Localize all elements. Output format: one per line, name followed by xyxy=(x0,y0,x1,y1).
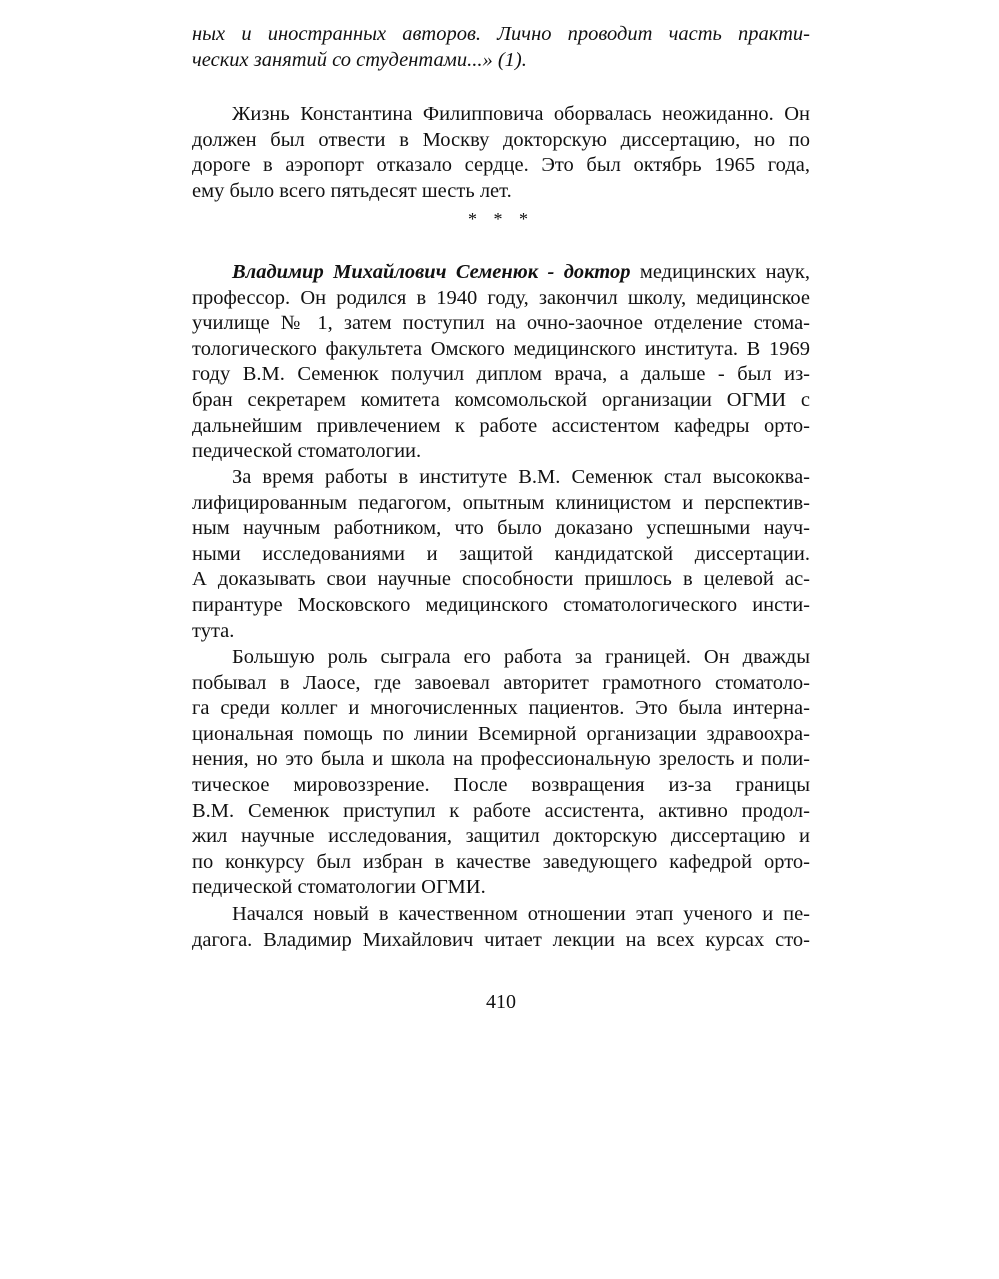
text-line: А доказывать свои научные способности пришлось в целевой ас- xyxy=(192,568,810,591)
section-separator: * * * xyxy=(468,209,534,229)
text-line: тута. xyxy=(192,619,235,642)
paragraph-semenyuk-intro xyxy=(192,260,810,465)
lead-continuation: медицинских наук, xyxy=(630,261,810,283)
text-line: нения, но это была и школа на профессиональную зрелость и поли- xyxy=(192,748,810,771)
text-line: педической стоматологии ОГМИ. xyxy=(192,876,486,899)
page-number: 410 xyxy=(486,991,516,1013)
text-line: ему было всего пятьдесят шесть лет. xyxy=(192,179,512,202)
text-line: тологического факультета Омского медицинского института. В 1969 xyxy=(192,337,810,360)
text-line-lead xyxy=(192,260,810,286)
text-line: дороге в аэропорт отказало сердце. Это был октябрь 1965 года, xyxy=(192,154,810,177)
text-line: дальнейшим привлечением к работе ассистентом кафедры орто- xyxy=(192,414,810,437)
text-line: ческих занятий со студентами...» (1). xyxy=(192,48,527,71)
text-line: ным научным работником, что было доказано успешными науч- xyxy=(192,517,810,540)
text-line: должен был отвести в Москву докторскую диссертацию, но по xyxy=(192,128,810,151)
text-line: тическое мировоззрение. После возвращения из-за границы xyxy=(192,773,810,796)
text-line: профессор. Он родился в 1940 году, закончил школу, медицинское xyxy=(192,286,810,309)
text-line: циональная помощь по линии Всемирной организации здравоохра- xyxy=(192,722,810,745)
person-name-heading: Владимир Михайлович Семенюк - доктор xyxy=(232,261,631,283)
text-line: бран секретарем комитета комсомольской организации ОГМИ с xyxy=(192,388,810,411)
text-line: ными исследованиями и защитой кандидатской диссертации. xyxy=(192,542,810,565)
text-line: училище № 1, затем поступил на очно-заочное отделение стома- xyxy=(192,312,810,335)
text-line: В.М. Семенюк приступил к работе ассистента, активно продол- xyxy=(192,799,810,822)
paragraph-life-end xyxy=(192,102,810,204)
text-line: лифицированным педагогом, опытным клиницистом и перспектив- xyxy=(192,491,810,514)
text-line: побывал в Лаосе, где завоевал авторитет грамотного стоматоло- xyxy=(192,671,810,694)
text-line: жил научные исследования, защитил докторскую диссертацию и xyxy=(192,825,810,848)
text-line: году В.М. Семенюк получил диплом врача, а дальше - был из- xyxy=(192,363,810,386)
text-line: За время работы в институте В.М. Семенюк стал высококва- xyxy=(232,466,810,488)
text-line: га среди коллег и многочисленных пациентов. Это была интерна- xyxy=(192,697,810,720)
text-line: пирантуре Московского медицинского стоматологического инсти- xyxy=(192,593,810,616)
text-line: педической стоматологии. xyxy=(192,440,422,463)
text-line: по конкурсу был избран в качестве заведующего кафедрой орто- xyxy=(192,850,810,873)
paragraph-institute-work xyxy=(192,465,810,644)
paragraph-abroad-work xyxy=(192,645,810,901)
text-line: дагога. Владимир Михайлович читает лекции на всех курсах сто- xyxy=(192,928,810,951)
paragraph-new-stage xyxy=(192,902,810,953)
page-body xyxy=(192,22,810,1013)
text-line: Жизнь Константина Филипповича оборвалась неожиданно. Он xyxy=(232,103,810,125)
paragraph-quote-end xyxy=(192,22,810,73)
text-line: Начался новый в качественном отношении этап ученого и пе- xyxy=(232,903,810,925)
text-line: ных и иностранных авторов. Лично проводит часть практи- xyxy=(192,23,810,45)
text-line: Большую роль сыграла его работа за границей. Он дважды xyxy=(232,646,810,668)
